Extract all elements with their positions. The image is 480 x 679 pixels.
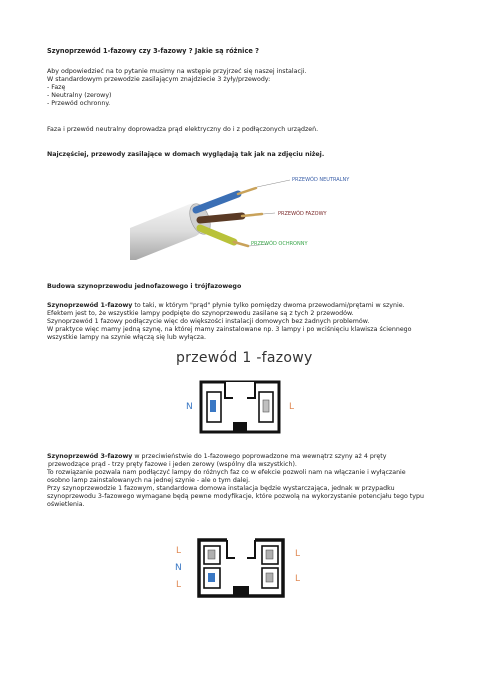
one-phase-lead-rest: to taki, w którym "prąd" płynie tylko pomiędzy dwoma przewodami/prętami w szynie. [132, 302, 405, 309]
photo-caption: Najczęściej, przewody zasilające w domach wyglądają tak jak na zdjęciu niżej. [47, 151, 325, 158]
phase-text: Faza i przewód neutralny doprowadza prąd elektryczny do i z podłączonych urządzeń. [47, 126, 319, 133]
neutral-wire-copper [238, 188, 256, 194]
three-phase-line: przewodzące prąd - trzy pręty fazowe i jeden zerowy (wspólny dla wszystkich). [48, 461, 297, 468]
phase-wire [200, 216, 242, 220]
one-phase-lead: Szynoprzewód 1-fazowy [47, 302, 133, 309]
section-title: Budowa szynoprzewodu jednofazowego i trójfazowego [47, 283, 242, 290]
intro-line: W standardowym przewodzie zasilającym znajdziecie 3 żyły/przewody: [47, 76, 271, 83]
one-phase-label-l: L [289, 402, 295, 412]
three-phase-label-n: N [175, 563, 182, 573]
neutral-leader [257, 180, 290, 187]
phase-wire-label: PRZEWÓD FAZOWY [278, 211, 327, 217]
phase-conductor-1 [208, 550, 215, 559]
three-phase-label-l-right-top: L [295, 549, 301, 559]
three-phase-line: osobno lamp zainstalowanych na jednej szynie - ale o tym dalej. [47, 477, 251, 484]
three-phase-line: szynoprzewodu 3-fazowego wymagane będą pewne modyfikacje, które pozwolą na wykorzystanie potencjału tego typu [47, 493, 424, 500]
three-phase-label-l-left-bottom: L [176, 580, 182, 590]
one-phase-paragraph [47, 302, 412, 342]
one-phase-line: Efektem jest to, że wszystkie lampy podpięte do szynoprzewodu zasilane są z tych 2 przewodów. [47, 310, 354, 317]
three-phase-paragraph [47, 453, 424, 509]
phase-conductor [263, 400, 269, 412]
neutral-wire [196, 194, 238, 210]
page-heading: Szynoprzewód 1-fazowy czy 3-fazowy ? Jakie są różnice ? [47, 47, 259, 55]
one-phase-label-n: N [186, 402, 193, 412]
track-base [233, 586, 249, 596]
three-phase-lead: Szynoprzewód 3-fazowy [47, 453, 133, 460]
intro-line: - Neutralny (zerowy) [47, 92, 112, 99]
three-phase-lead-rest: w przeciwieństwie do 1-fazowego poprowadzone ma wewnątrz szyny aż 4 pręty [132, 453, 387, 460]
phase-leader [263, 213, 275, 214]
neutral-wire-label: PRZEWÓD NEUTRALNY [292, 177, 350, 183]
protective-wire-label: PRZEWÓD OCHRONNY [251, 241, 308, 247]
neutral-conductor [210, 400, 216, 412]
phase-conductor-3 [266, 573, 273, 582]
three-phase-line: oświetlenia. [47, 501, 85, 508]
intro-line: - Przewód ochronny. [47, 100, 111, 107]
three-phase-track-diagram [193, 536, 289, 600]
one-phase-line: Szynoprzewód 1 fazowy podłączycie więc do większości instalacji domowych bez żadnych problemów. [47, 318, 370, 325]
three-phase-label-l-top: L [176, 546, 182, 556]
three-phase-label-l-right-bottom: L [295, 574, 301, 584]
one-phase-line: W praktyce więc mamy jedną szynę, na której mamy zainstalowane np. 3 lampy i po wciśnięciu klawisza ściennego [47, 326, 412, 333]
intro-line: Aby odpowiedzieć na to pytanie musimy na wstępie przyjrzeć się naszej instalacji. [47, 68, 307, 75]
three-phase-line: To rozwiązanie pozwala nam podłączyć lampy do różnych faz co w efekcie pozwoli nam na włączanie i wyłączanie [47, 469, 406, 476]
one-phase-track-diagram [197, 378, 283, 436]
one-phase-diagram-title: przewód 1 -fazowy [176, 350, 313, 366]
intro-line: - Fazę [47, 84, 66, 91]
one-phase-line: wszystkie lampy na szynie włączą się lub wyłącza. [47, 334, 206, 341]
track-slot [227, 538, 255, 548]
neutral-conductor [208, 573, 215, 582]
intro-paragraph [47, 68, 307, 108]
three-phase-line: Przy szynoprzewodzie 1 fazowym, standardowa domowa instalacja będzie wystarczająca, jednak w przypadku [47, 485, 395, 492]
track-base [233, 422, 247, 432]
protective-wire [200, 228, 234, 242]
phase-conductor-2 [266, 550, 273, 559]
track-slot [225, 382, 255, 390]
